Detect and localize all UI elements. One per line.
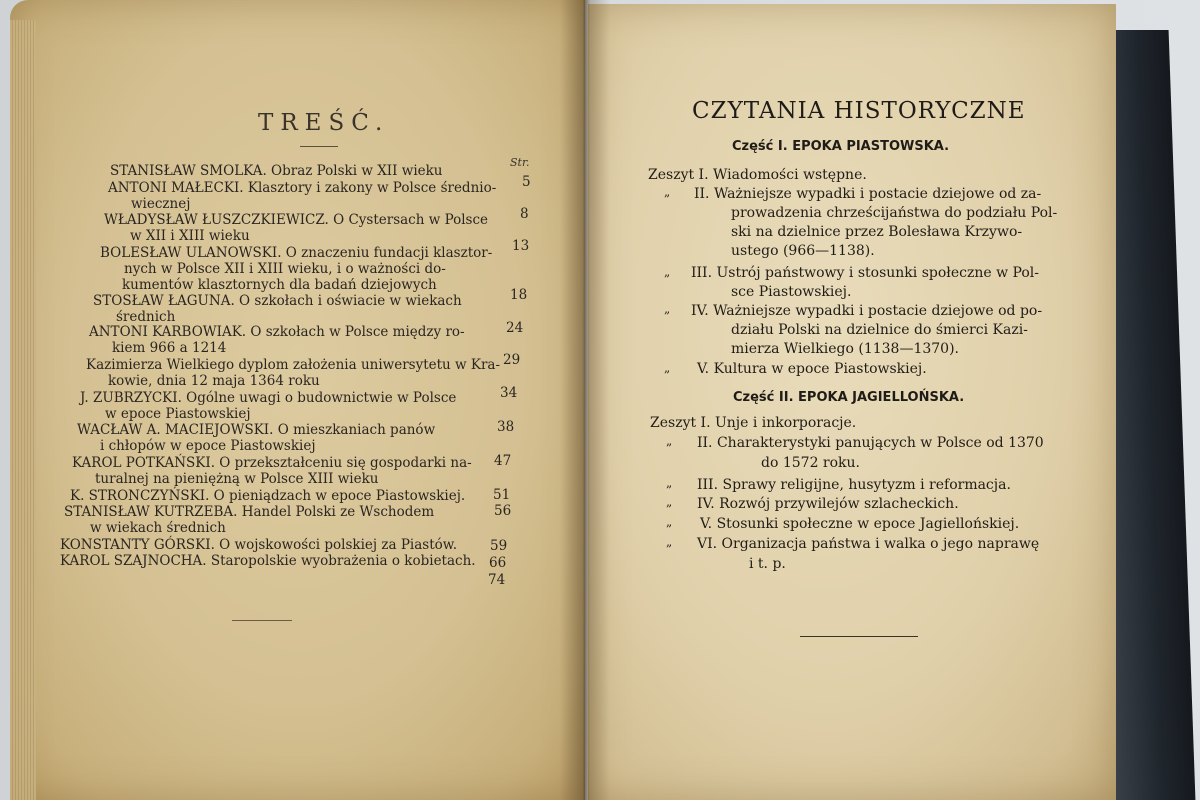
volume-line: Zeszyt I. Unje i inkorporacje. bbox=[650, 415, 857, 431]
right-end-rule bbox=[800, 636, 918, 637]
toc-line: KONSTANTY GÓRSKI. O wojskowości polskiej za Piastów. bbox=[60, 537, 458, 553]
volume-line: Zeszyt I. Wiadomości wstępne. bbox=[648, 167, 867, 183]
ditto-mark: „ bbox=[666, 476, 673, 490]
toc-line: w epoce Piastowskiej bbox=[105, 406, 251, 422]
toc-line: w wiekach średnich bbox=[90, 520, 226, 536]
volume-line: VI. Organizacja państwa i walka o jego naprawę bbox=[697, 536, 1040, 552]
toc-line: nych w Polsce XII i XIII wieku, i o ważności do- bbox=[124, 261, 446, 277]
volume-line: do 1572 roku. bbox=[761, 455, 860, 471]
toc-line: WŁADYSŁAW ŁUSZCZKIEWICZ. O Cystersach w Polsce bbox=[104, 212, 489, 228]
ditto-mark: „ bbox=[666, 515, 673, 529]
toc-line: STOSŁAW ŁAGUNA. O szkołach i oświacie w wiekach bbox=[93, 293, 462, 309]
volume-line: V. Kultura w epoce Piastowskiej. bbox=[697, 361, 927, 377]
volume-line: III. Sprawy religijne, husytyzm i reformacja. bbox=[697, 477, 1011, 493]
volume-line: III. Ustrój państwowy i stosunki społeczne w Pol- bbox=[691, 265, 1039, 281]
book-gutter bbox=[560, 0, 610, 800]
ditto-mark: „ bbox=[664, 361, 671, 375]
part-two-heading: Część II. EPOKA JAGIELLOŃSKA. bbox=[733, 390, 965, 405]
toc-line: turalnej na pieniężną w Polsce XIII wieku bbox=[95, 471, 379, 487]
toc-line: J. ZUBRZYCKI. Ogólne uwagi o budownictwie w Polsce bbox=[80, 390, 457, 406]
toc-page-number: 18 bbox=[510, 287, 528, 303]
toc-line: ANTONI MAŁECKI. Klasztory i zakony w Polsce średnio- bbox=[108, 180, 497, 196]
volume-line: mierza Wielkiego (1138—1370). bbox=[731, 341, 960, 357]
toc-page-number: 56 bbox=[494, 503, 512, 519]
ditto-mark: „ bbox=[664, 185, 671, 199]
toc-line: wiecznej bbox=[131, 196, 191, 212]
toc-page-number: 34 bbox=[500, 385, 518, 401]
ditto-mark: „ bbox=[664, 265, 671, 279]
toc-line: Kazimierza Wielkiego dyplom założenia uniwersytetu w Kra- bbox=[86, 357, 501, 373]
volume-line: V. Stosunki społeczne w epoce Jagiellońskiej. bbox=[700, 516, 1020, 532]
toc-page-number: 66 bbox=[489, 555, 507, 571]
toc-page-number: 8 bbox=[520, 206, 529, 222]
part-one-heading: Część I. EPOKA PIASTOWSKA. bbox=[732, 139, 950, 154]
toc-line: kowie, dnia 12 maja 1364 roku bbox=[108, 373, 320, 389]
page-column-label: Str. bbox=[510, 156, 530, 169]
toc-line: K. STRONCZYŃSKI. O pieniądzach w epoce Piastowskiej. bbox=[70, 488, 466, 504]
toc-line: WACŁAW A. MACIEJOWSKI. O mieszkaniach panów bbox=[77, 422, 436, 438]
toc-line: ANTONI KARBOWIAK. O szkołach w Polsce między ro- bbox=[89, 324, 465, 340]
toc-heading: TREŚĆ. bbox=[258, 110, 390, 136]
toc-page-number: 13 bbox=[512, 238, 530, 254]
end-rule bbox=[232, 620, 292, 621]
toc-page-number: 51 bbox=[493, 487, 511, 503]
toc-line: STANISŁAW SMOLKA. Obraz Polski w XII wieku bbox=[110, 163, 443, 179]
toc-line: i chłopów w epoce Piastowskiej bbox=[100, 438, 316, 454]
ditto-mark: „ bbox=[666, 495, 673, 509]
toc-line: BOLESŁAW ULANOWSKI. O znaczeniu fundacji klasztor- bbox=[100, 245, 493, 261]
toc-line: kumentów klasztornych dla badań dziejowych bbox=[122, 277, 437, 293]
toc-line: STANISŁAW KUTRZEBA. Handel Polski ze Wschodem bbox=[64, 504, 435, 520]
toc-page-number: 24 bbox=[506, 320, 524, 336]
volume-line: ustego (966—1138). bbox=[731, 243, 875, 259]
volume-line: działu Polski na dzielnice do śmierci Kazi- bbox=[731, 322, 1028, 338]
volume-line: ski na dzielnice przez Bolesława Krzywo- bbox=[731, 224, 1023, 240]
toc-line: w XII i XIII wieku bbox=[130, 228, 250, 244]
volume-line: sce Piastowskiej. bbox=[731, 284, 852, 300]
toc-line: KAROL POTKAŃSKI. O przekształceniu się gospodarki na- bbox=[72, 455, 472, 471]
toc-page-number: 74 bbox=[488, 572, 506, 588]
toc-page-number: 29 bbox=[503, 352, 521, 368]
volume-line: IV. Ważniejsze wypadki i postacie dziejowe od po- bbox=[691, 303, 1043, 319]
toc-page-number: 5 bbox=[522, 174, 531, 190]
toc-line: średnich bbox=[116, 309, 176, 325]
toc-line: KAROL SZAJNOCHA. Staropolskie wyobrażenia o kobietach. bbox=[60, 553, 476, 569]
ditto-mark: „ bbox=[666, 434, 673, 448]
toc-page-number: 59 bbox=[490, 538, 508, 554]
volume-line: II. Charakterystyki panujących w Polsce od 1370 bbox=[697, 435, 1044, 451]
page-edges bbox=[10, 20, 36, 800]
toc-line: kiem 966 a 1214 bbox=[112, 340, 227, 356]
ditto-mark: „ bbox=[664, 302, 671, 316]
volume-line: IV. Rozwój przywilejów szlacheckich. bbox=[697, 496, 959, 512]
volume-line: i t. p. bbox=[749, 556, 786, 572]
series-heading: CZYTANIA HISTORYCZNE bbox=[692, 98, 1026, 124]
volume-line: II. Ważniejsze wypadki i postacie dziejowe od za- bbox=[694, 186, 1042, 202]
volume-line: prowadzenia chrześcijaństwa do podziału Pol- bbox=[731, 205, 1058, 221]
toc-page-number: 47 bbox=[494, 453, 512, 469]
heading-rule bbox=[300, 146, 338, 147]
ditto-mark: „ bbox=[666, 535, 673, 549]
toc-page-number: 38 bbox=[497, 419, 515, 435]
